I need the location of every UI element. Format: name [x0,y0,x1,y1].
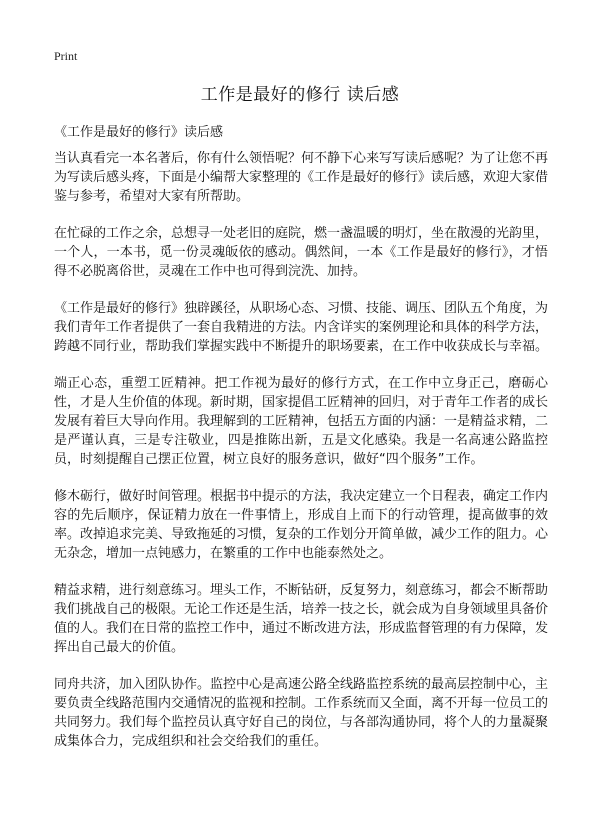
print-link[interactable]: Print [54,49,78,63]
page-title: 工作是最好的修行 读后感 [200,85,400,105]
paragraph-time-management: 修木砺行，做好时间管理。根据书中提示的方法，我决定建立一个日程表，确定工作内容的先后顺序，保证精力放在一件事情上，形成自上而下的行动管理，提高做事的效率。改掉追求完美、导致拖延的习惯，复杂的工作划分开简单做，减少工作的阻力。心无杂念，增加一点钝感力，在繁重的工作中也能泰然处之。 [54,489,549,561]
document-subtitle: 《工作是最好的修行》读后感 [54,125,224,140]
paragraph-reading: 在忙碌的工作之余，总想寻一处老旧的庭院，燃一盏温暖的明灯，坐在散漫的光韵里，一个人，一本书，觅一份灵魂皈依的感动。偶然间，一本《工作是最好的修行》，才悟得不必脱离俗世，灵魂在工作中也可得到浣洗、加持。 [54,226,549,279]
paragraph-book-summary: 《工作是最好的修行》独辟蹊径，从职场心态、习惯、技能、调压、团队五个角度，为我们青年工作者提供了一套自我精进的方法。内含详实的案例理论和具体的科学方法，跨越不同行业，帮助我们掌握实践中不断提升的职场要素，在工作中收获成长与幸福。 [54,301,549,354]
paragraph-teamwork: 同舟共济，加入团队协作。监控中心是高速公路全线路监控系统的最高层控制中心，主要负责全线路范围内交通情况的监视和控制。工作系统而又全面，离不开每一位员工的共同努力。我们每个监控员认真守好自己的岗位，与各部沟通协同，将个人的力量凝聚成集体合力，完成组织和社会交给我们的重任。 [54,677,549,749]
paragraph-intro: 当认真看完一本名著后，你有什么领悟呢？何不静下心来写写读后感呢？为了让您不再为写读后感头疼，下面是小编帮大家整理的《工作是最好的修行》读后感，欢迎大家借鉴与参考，希望对大家有所帮助。 [54,151,549,204]
article-body [54,149,548,769]
paragraph-deliberate-practice: 精益求精，进行刻意练习。埋头工作，不断钻研，反复努力，刻意练习，都会不断帮助我们挑战自己的极限。无论工作还是生活，培养一技之长，就会成为自身领域里具备价值的人。我们在日常的监控工作中，通过不断改进方法，形成监督管理的有力保障，发挥出自己最大的价值。 [54,583,549,655]
paragraph-craftsman-spirit: 端正心态，重塑工匠精神。把工作视为最好的修行方式，在工作中立身正己，磨砺心性，才是人生价值的体现。新时期，国家提倡工匠精神的回归，对于青年工作者的成长发展有着巨大导向作用。我理解到的工匠精神，包括五方面的内涵：一是精益求精，二是严谨认真，三是专注敬业，四是推陈出新，五是文化感染。我是一名高速公路监控员，时刻提醒自己摆正位置，树立良好的服务意识，做好“四个服务”工作。 [54,376,549,467]
